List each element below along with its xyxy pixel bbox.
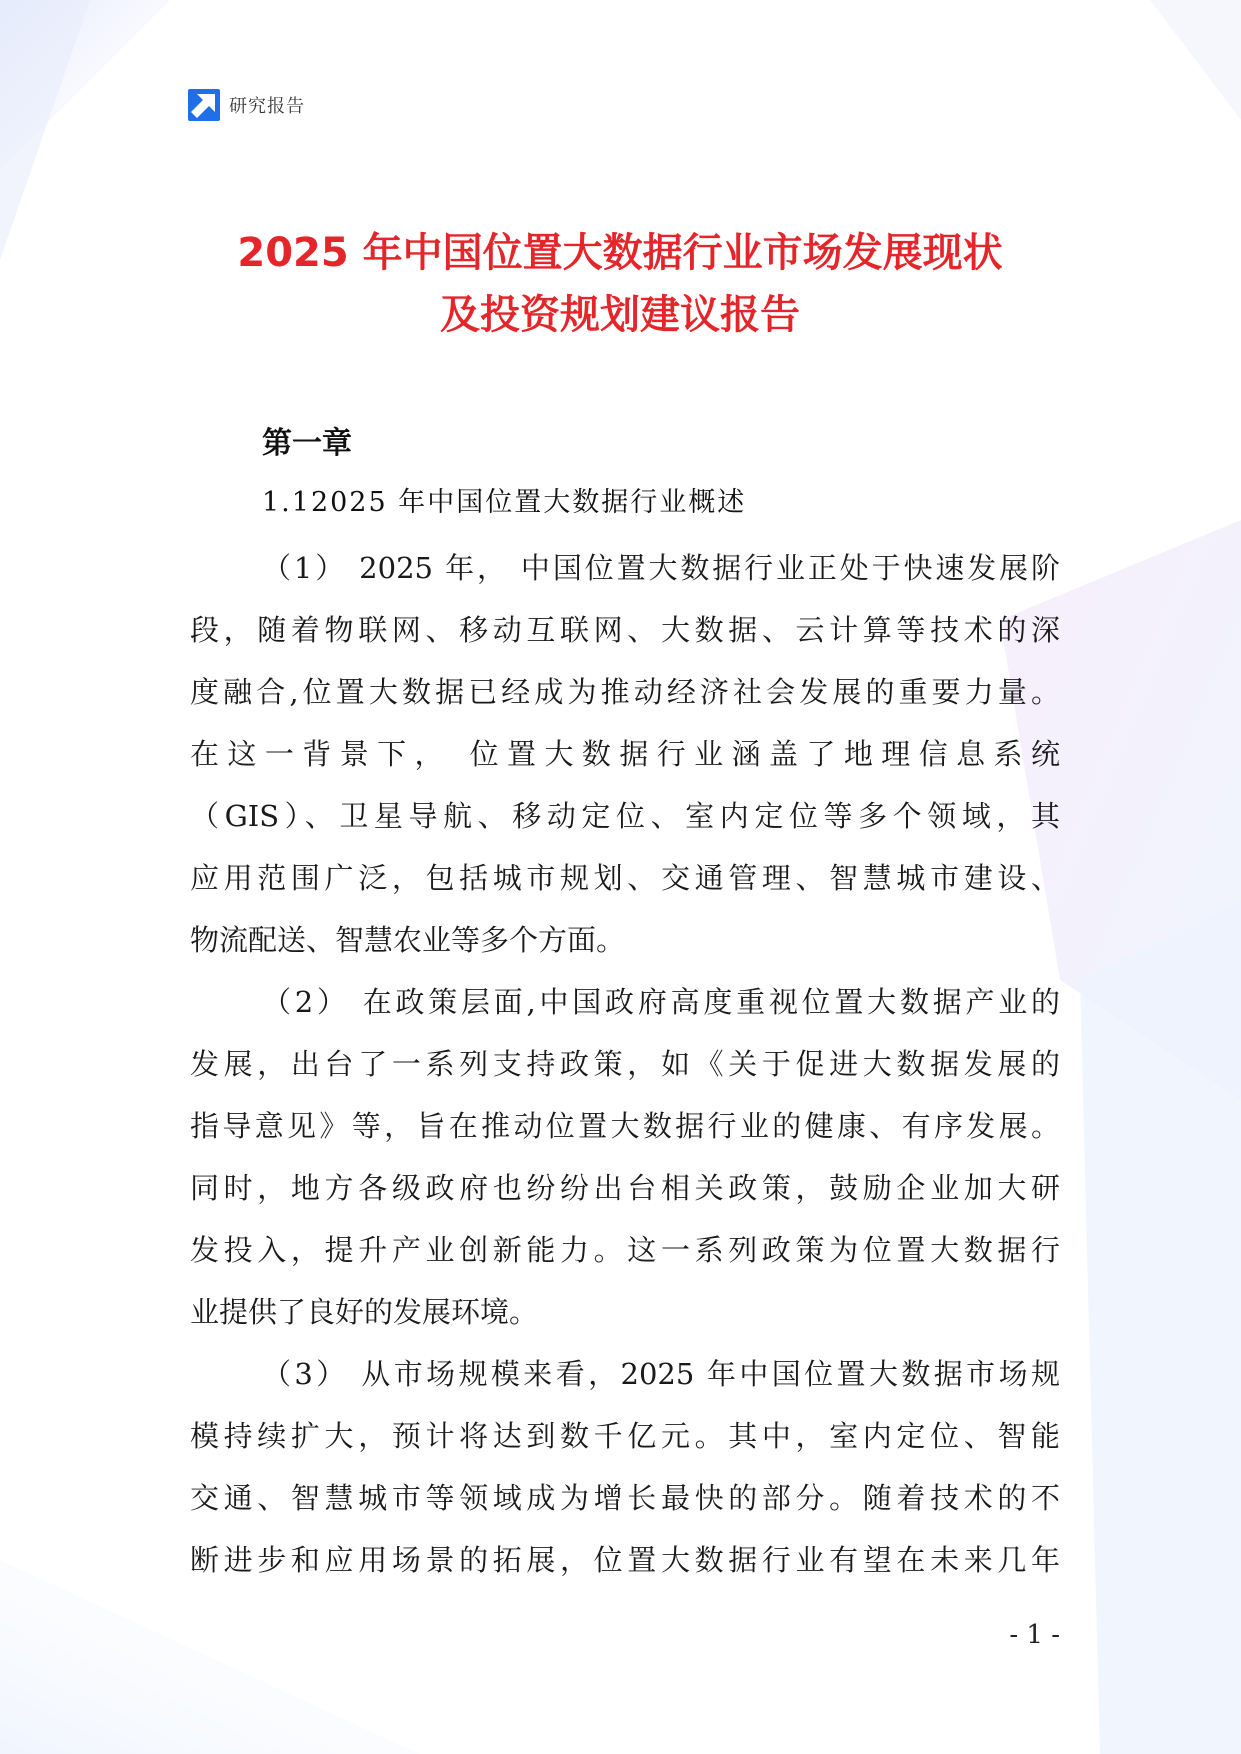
text-line: （3） 从市场规模来看，2025 年中国位置大数据市场规: [262, 1357, 1060, 1391]
report-title: [120, 222, 1120, 346]
text-line: 度融合,位置大数据已经成为推动经济社会发展的重要力量。: [190, 675, 1060, 709]
arrow-up-right-icon: [188, 89, 220, 121]
text-line: 应用范围广泛，包括城市规划、交通管理、智慧城市建设、: [190, 861, 1060, 895]
text-line: （2） 在政策层面,中国政府高度重视位置大数据产业的: [262, 985, 1060, 1019]
chapter-heading: 第一章: [262, 426, 352, 461]
header-label: 研究报告: [229, 96, 305, 117]
text-line: 物流配送、智慧农业等多个方面。: [190, 923, 626, 957]
text-line: 断进步和应用场景的拓展，位置大数据行业有望在未来几年: [190, 1543, 1060, 1577]
text-line: 发投入，提升产业创新能力。这一系列政策为位置大数据行: [190, 1233, 1060, 1267]
text-line: 交通、智慧城市等领域成为增长最快的部分。随着技术的不: [190, 1481, 1060, 1515]
section-heading: 1.12025 年中国位置大数据行业概述: [262, 487, 747, 518]
text-line: 指导意见》等，旨在推动位置大数据行业的健康、有序发展。: [190, 1109, 1060, 1143]
text-line: 段，随着物联网、移动互联网、大数据、云计算等技术的深: [190, 613, 1060, 647]
text-line: 发展，出台了一系列支持政策，如《关于促进大数据发展的: [190, 1047, 1060, 1081]
page-number: - 1 -: [1009, 1620, 1060, 1650]
text-line: 业提供了良好的发展环境。: [190, 1295, 539, 1329]
body-text: [190, 537, 1060, 1591]
text-line: 模持续扩大，预计将达到数千亿元。其中，室内定位、智能: [190, 1419, 1060, 1453]
text-line: （1） 2025 年， 中国位置大数据行业正处于快速发展阶: [262, 551, 1060, 585]
text-line: 同时，地方各级政府也纷纷出台相关政策，鼓励企业加大研: [190, 1171, 1060, 1205]
report-header: [188, 88, 305, 122]
title-line-2: 及投资规划建议报告: [440, 292, 800, 338]
title-line-1: 2025 年中国位置大数据行业市场发展现状: [237, 230, 1003, 276]
text-line: 在这一背景下， 位置大数据行业涵盖了地理信息系统: [190, 737, 1060, 771]
text-line: （GIS）、卫星导航、移动定位、室内定位等多个领域，其: [190, 799, 1060, 833]
